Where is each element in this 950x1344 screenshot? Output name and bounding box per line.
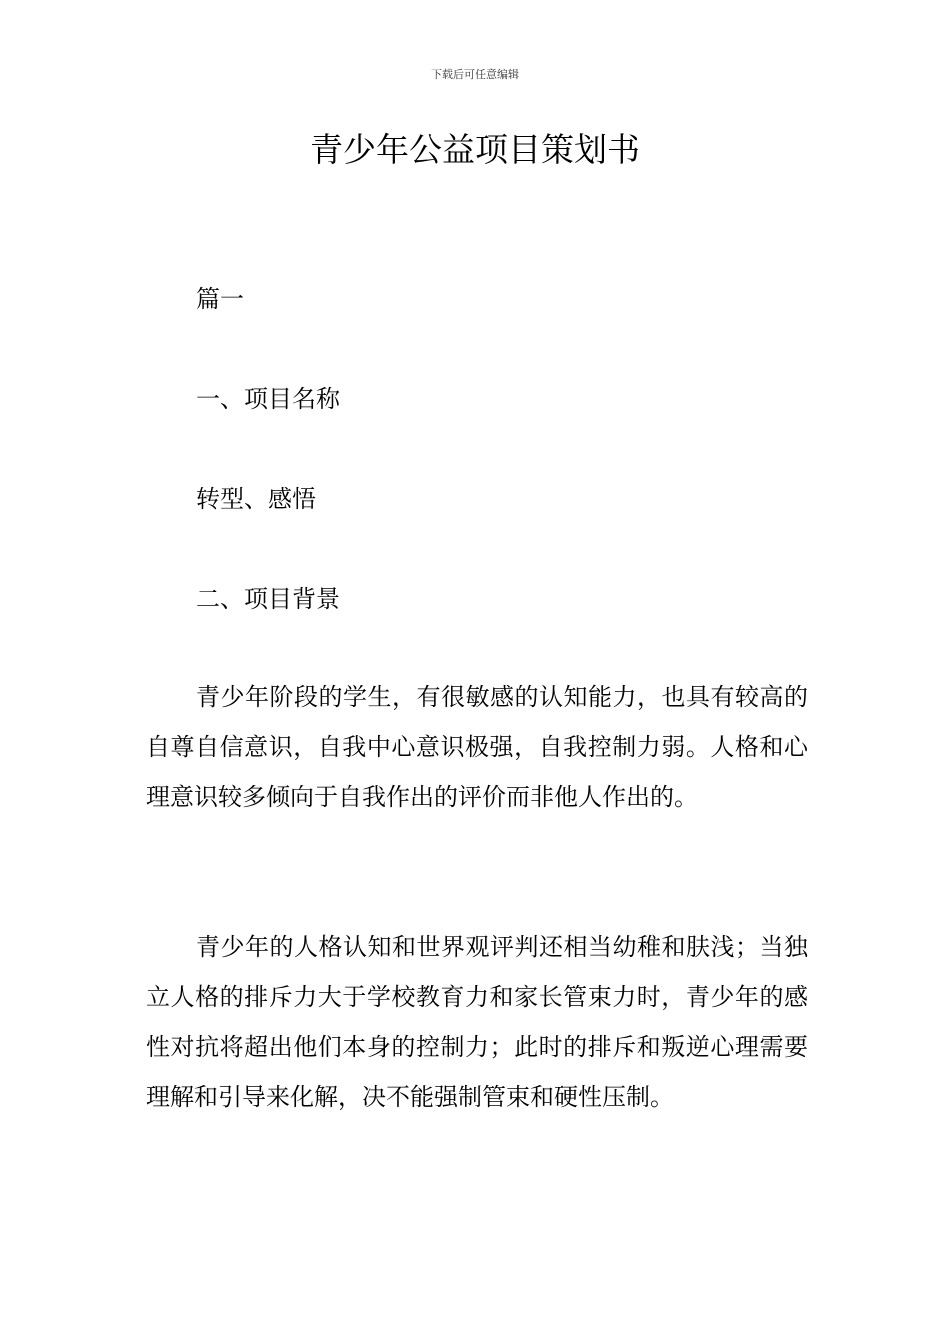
heading-project-name: 一、项目名称	[196, 385, 340, 413]
section-label: 篇一	[196, 285, 244, 313]
header-note: 下载后可任意编辑	[431, 68, 519, 81]
background-paragraph-1: 青少年阶段的学生，有很敏感的认知能力，也具有较高的自尊自信意识，自我中心意识极强，自我控制力弱。人格和心理意识较多倾向于自我作出的评价而非他人作出的。	[146, 683, 808, 811]
document-title: 青少年公益项目策划书	[310, 130, 640, 169]
heading-project-background: 二、项目背景	[196, 585, 340, 613]
background-paragraph-2: 青少年的人格认知和世界观评判还相当幼稚和肤浅；当独立人格的排斥力大于学校教育力和家长管束力时，青少年的感性对抗将超出他们本身的控制力；此时的排斥和叛逆心理需要理解和引导来化解，决不能强制管束和硬性压制。	[146, 933, 808, 1111]
project-name-value: 转型、感悟	[196, 485, 316, 513]
